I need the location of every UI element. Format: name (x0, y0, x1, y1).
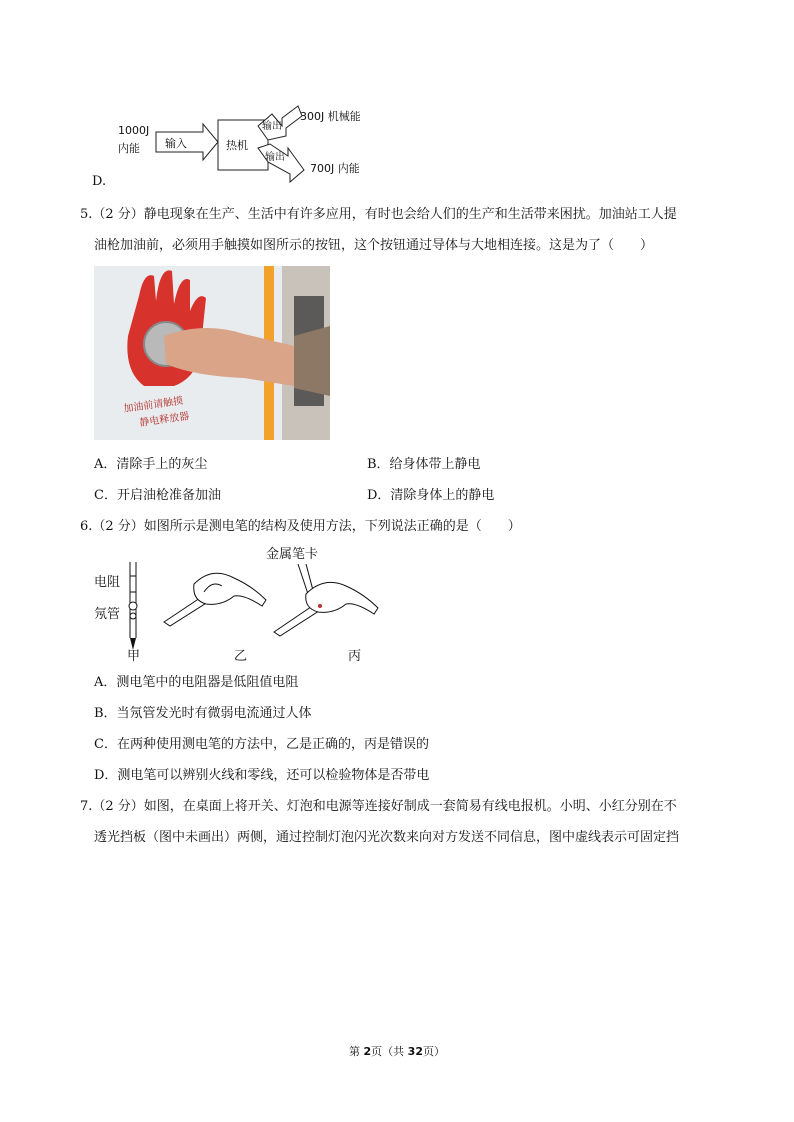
metal-clip-label: 金属笔卡 (266, 547, 319, 562)
q5-option-d: D．清除身体上的静电 (367, 488, 495, 503)
q6-option-b: B．当氖管发光时有微弱电流通过人体 (94, 706, 312, 721)
q5-stem-line-2: 油枪加油前，必须用手触摸如图所示的按钮，这个按钮通过导体与大地相连接。这是为了（ ） (94, 238, 654, 253)
q7-stem-line-1: 7.（2 分）如图，在桌面上将开关、灯泡和电源等连接好制成一套简易有线电报机。小明、小红分别在不 (80, 799, 677, 814)
footer-total-pages: 32 (407, 1045, 423, 1058)
output-arrow-1-label: 输出 (262, 121, 282, 132)
fig-label-jia: 甲 (127, 649, 141, 664)
heat-engine-label: 热机 (226, 139, 248, 152)
page-footer (0, 1043, 794, 1059)
q6-option-d: D．测电笔可以辨别火线和零线，还可以检验物体是否带电 (94, 768, 430, 783)
input-energy-value: 1000J (118, 124, 150, 137)
q5-option-c: C．开启油枪准备加油 (94, 488, 221, 503)
q4-option-d-label: D. (92, 174, 107, 189)
neon-tube-label: 氖管 (94, 607, 121, 622)
footer-suffix: 页） (422, 1045, 445, 1058)
q6-option-a: A．测电笔中的电阻器是低阻值电阻 (94, 675, 299, 690)
input-energy-type: 内能 (118, 142, 140, 155)
output-1-value: 300J 机械能 (300, 110, 361, 123)
photo-caption-2: 静电释放器 (138, 411, 190, 429)
hand-bing (306, 582, 378, 614)
footer-page-number: 2 (363, 1045, 372, 1058)
fig-label-yi: 乙 (234, 649, 248, 664)
q6-option-c: C．在两种使用测电笔的方法中，乙是正确的，丙是错误的 (94, 737, 429, 752)
q5-option-a: A．清除手上的灰尘 (94, 457, 208, 472)
static-release-button-photo (94, 266, 330, 440)
q7-stem-line-2: 透光挡板（图中未画出）两侧，通过控制灯泡闪光次数来向对方发送不同信息，图中虚线表示可固定挡 (94, 830, 680, 845)
output-2-value: 700J 内能 (310, 162, 360, 175)
photo-caption-1: 加油前请触摸 (122, 395, 184, 415)
output-arrow-2-label: 输出 (265, 152, 285, 163)
resistor-label: 电阻 (94, 575, 121, 590)
footer-middle: 页（共 (371, 1045, 408, 1058)
q6-stem: 6.（2 分）如图所示是测电笔的结构及使用方法，下列说法正确的是（ ） (80, 519, 521, 534)
fig-label-bing: 丙 (348, 649, 362, 664)
hand-yi (194, 573, 266, 606)
q5-option-b: B．给身体带上静电 (367, 457, 481, 472)
input-arrow-label: 输入 (165, 137, 187, 150)
heat-engine-diagram (110, 100, 380, 190)
footer-prefix: 第 (349, 1045, 364, 1058)
q5-stem-line-1: 5.（2 分）静电现象在生产、生活中有许多应用，有时也会给人们的生产和生活带来困扰。加油站工人提 (80, 207, 677, 222)
test-pen-figure (94, 542, 384, 664)
